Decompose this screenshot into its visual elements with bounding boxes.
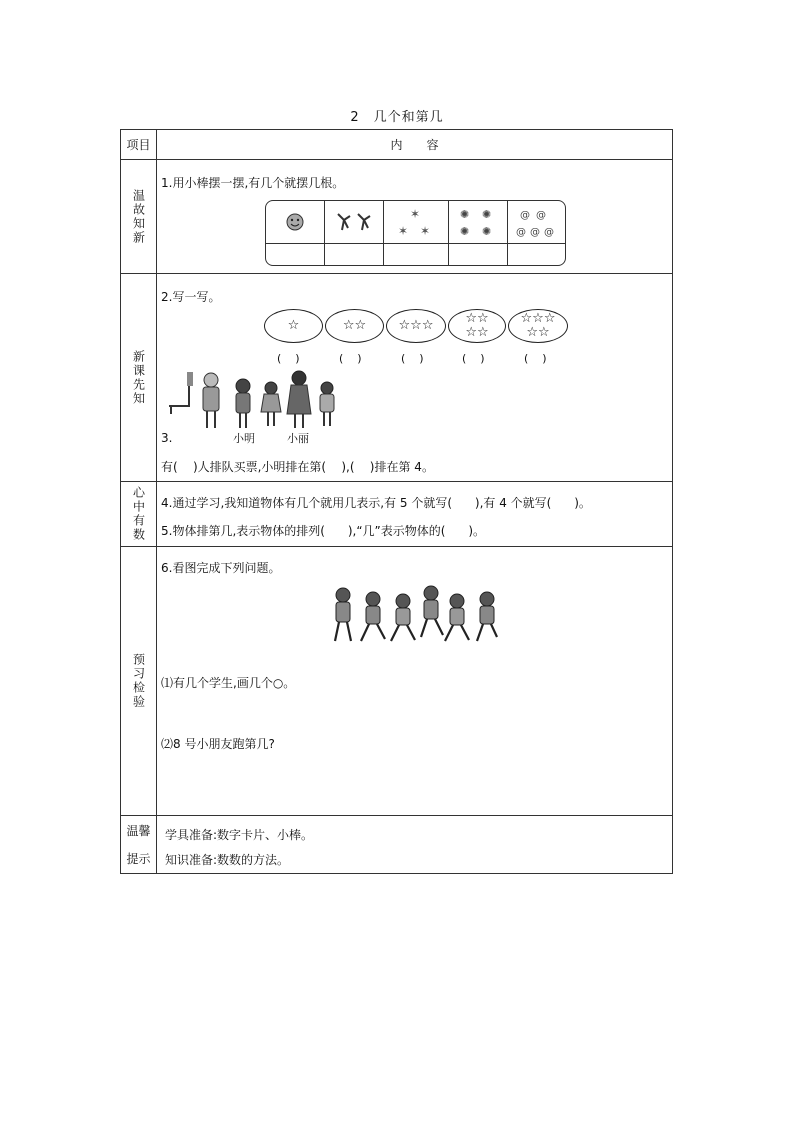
mind-label: 心中有数	[121, 482, 157, 546]
picture-cell-3	[384, 201, 449, 265]
check-label: 预习检验	[121, 547, 157, 815]
answer-cell-4[interactable]	[449, 243, 507, 265]
running-kids-illustration	[329, 585, 501, 651]
tips-row	[121, 816, 672, 873]
preview-row	[121, 274, 672, 482]
question-6-1: ⑴有几个学生,画几个○。	[161, 676, 296, 690]
svg-text:✺: ✺	[460, 208, 470, 221]
question-1: 1.用小棒摆一摆,有几个就摆几根。	[161, 176, 345, 190]
tip-2: 知识准备:数数的方法。	[165, 853, 290, 867]
review-label: 温故知新	[121, 160, 157, 273]
snail-icon	[508, 201, 565, 243]
title-text: 几个和第几	[373, 110, 444, 125]
picture-cell-2	[325, 201, 384, 265]
answer-blank-5[interactable]: ( )	[524, 352, 547, 365]
header-col2: 内 容	[390, 138, 439, 152]
starfish-icon	[384, 201, 448, 243]
preview-content	[157, 274, 672, 481]
answer-cell-5[interactable]	[508, 243, 565, 265]
answer-cell-1[interactable]	[266, 243, 324, 265]
label-xiaoming: 小明	[233, 432, 255, 445]
tips-content	[157, 816, 672, 873]
svg-text:@: @	[515, 227, 526, 238]
page-title	[0, 106, 794, 125]
picture-cell-5	[508, 201, 565, 265]
check-row	[121, 547, 672, 816]
ticket-queue-illustration	[167, 366, 357, 432]
review-row	[121, 160, 672, 274]
question-4: 4.通过学习,我知道物体有几个就用几表示,有 5 个就写( ),有 4 个就写( )。	[161, 496, 591, 510]
question-3-number: 3.	[161, 431, 173, 445]
counting-picture-table	[265, 200, 566, 266]
preview-label: 新课先知	[121, 274, 157, 481]
svg-text:@: @	[519, 210, 530, 221]
flower-icon	[449, 201, 507, 243]
header-col1: 项目	[121, 130, 157, 159]
worksheet-table	[120, 129, 673, 874]
svg-text:@: @	[529, 227, 540, 238]
svg-text:@: @	[535, 210, 546, 221]
sun-face-icon	[266, 201, 324, 243]
answer-cell-2[interactable]	[325, 243, 383, 265]
answer-blank-4[interactable]: ( )	[462, 352, 485, 365]
mind-content	[157, 482, 672, 546]
svg-text:@: @	[543, 227, 554, 238]
header-row	[121, 130, 672, 160]
question-6-2: ⑵8 号小朋友跑第几?	[161, 737, 275, 751]
answer-blank-3[interactable]: ( )	[401, 352, 424, 365]
question-5: 5.物体排第几,表示物体的排列( ),“几”表示物体的( )。	[161, 524, 486, 538]
svg-text:✶: ✶	[420, 224, 431, 238]
picture-cell-1	[266, 201, 325, 265]
svg-text:✶: ✶	[398, 224, 409, 238]
label-xiaoli: 小丽	[287, 432, 309, 445]
pair-icon	[325, 201, 383, 243]
tip-1: 学具准备:数字卡片、小棒。	[165, 828, 314, 842]
question-3: 有( )人排队买票,小明排在第( ),( )排在第 4。	[161, 460, 434, 474]
question-6: 6.看图完成下列问题。	[161, 561, 281, 575]
star-oval-4: ☆☆ ☆☆	[448, 309, 506, 343]
answer-cell-3[interactable]	[384, 243, 448, 265]
star-oval-3: ☆☆☆	[386, 309, 446, 343]
star-oval-1: ☆	[264, 309, 323, 343]
mind-row	[121, 482, 672, 547]
svg-text:✶: ✶	[410, 207, 421, 221]
answer-blank-2[interactable]: ( )	[339, 352, 362, 365]
check-content	[157, 547, 672, 815]
review-content	[157, 160, 672, 273]
star-oval-2: ☆☆	[325, 309, 384, 343]
title-number: 2	[350, 110, 360, 125]
star-oval-5: ☆☆☆ ☆☆	[508, 309, 568, 343]
svg-text:✺: ✺	[482, 225, 492, 238]
svg-text:✺: ✺	[482, 208, 492, 221]
question-2: 2.写一写。	[161, 290, 221, 304]
svg-text:✺: ✺	[460, 225, 470, 238]
answer-blank-1[interactable]: ( )	[277, 352, 300, 365]
picture-cell-4	[449, 201, 508, 265]
tips-label: 温馨 提示	[121, 816, 157, 873]
